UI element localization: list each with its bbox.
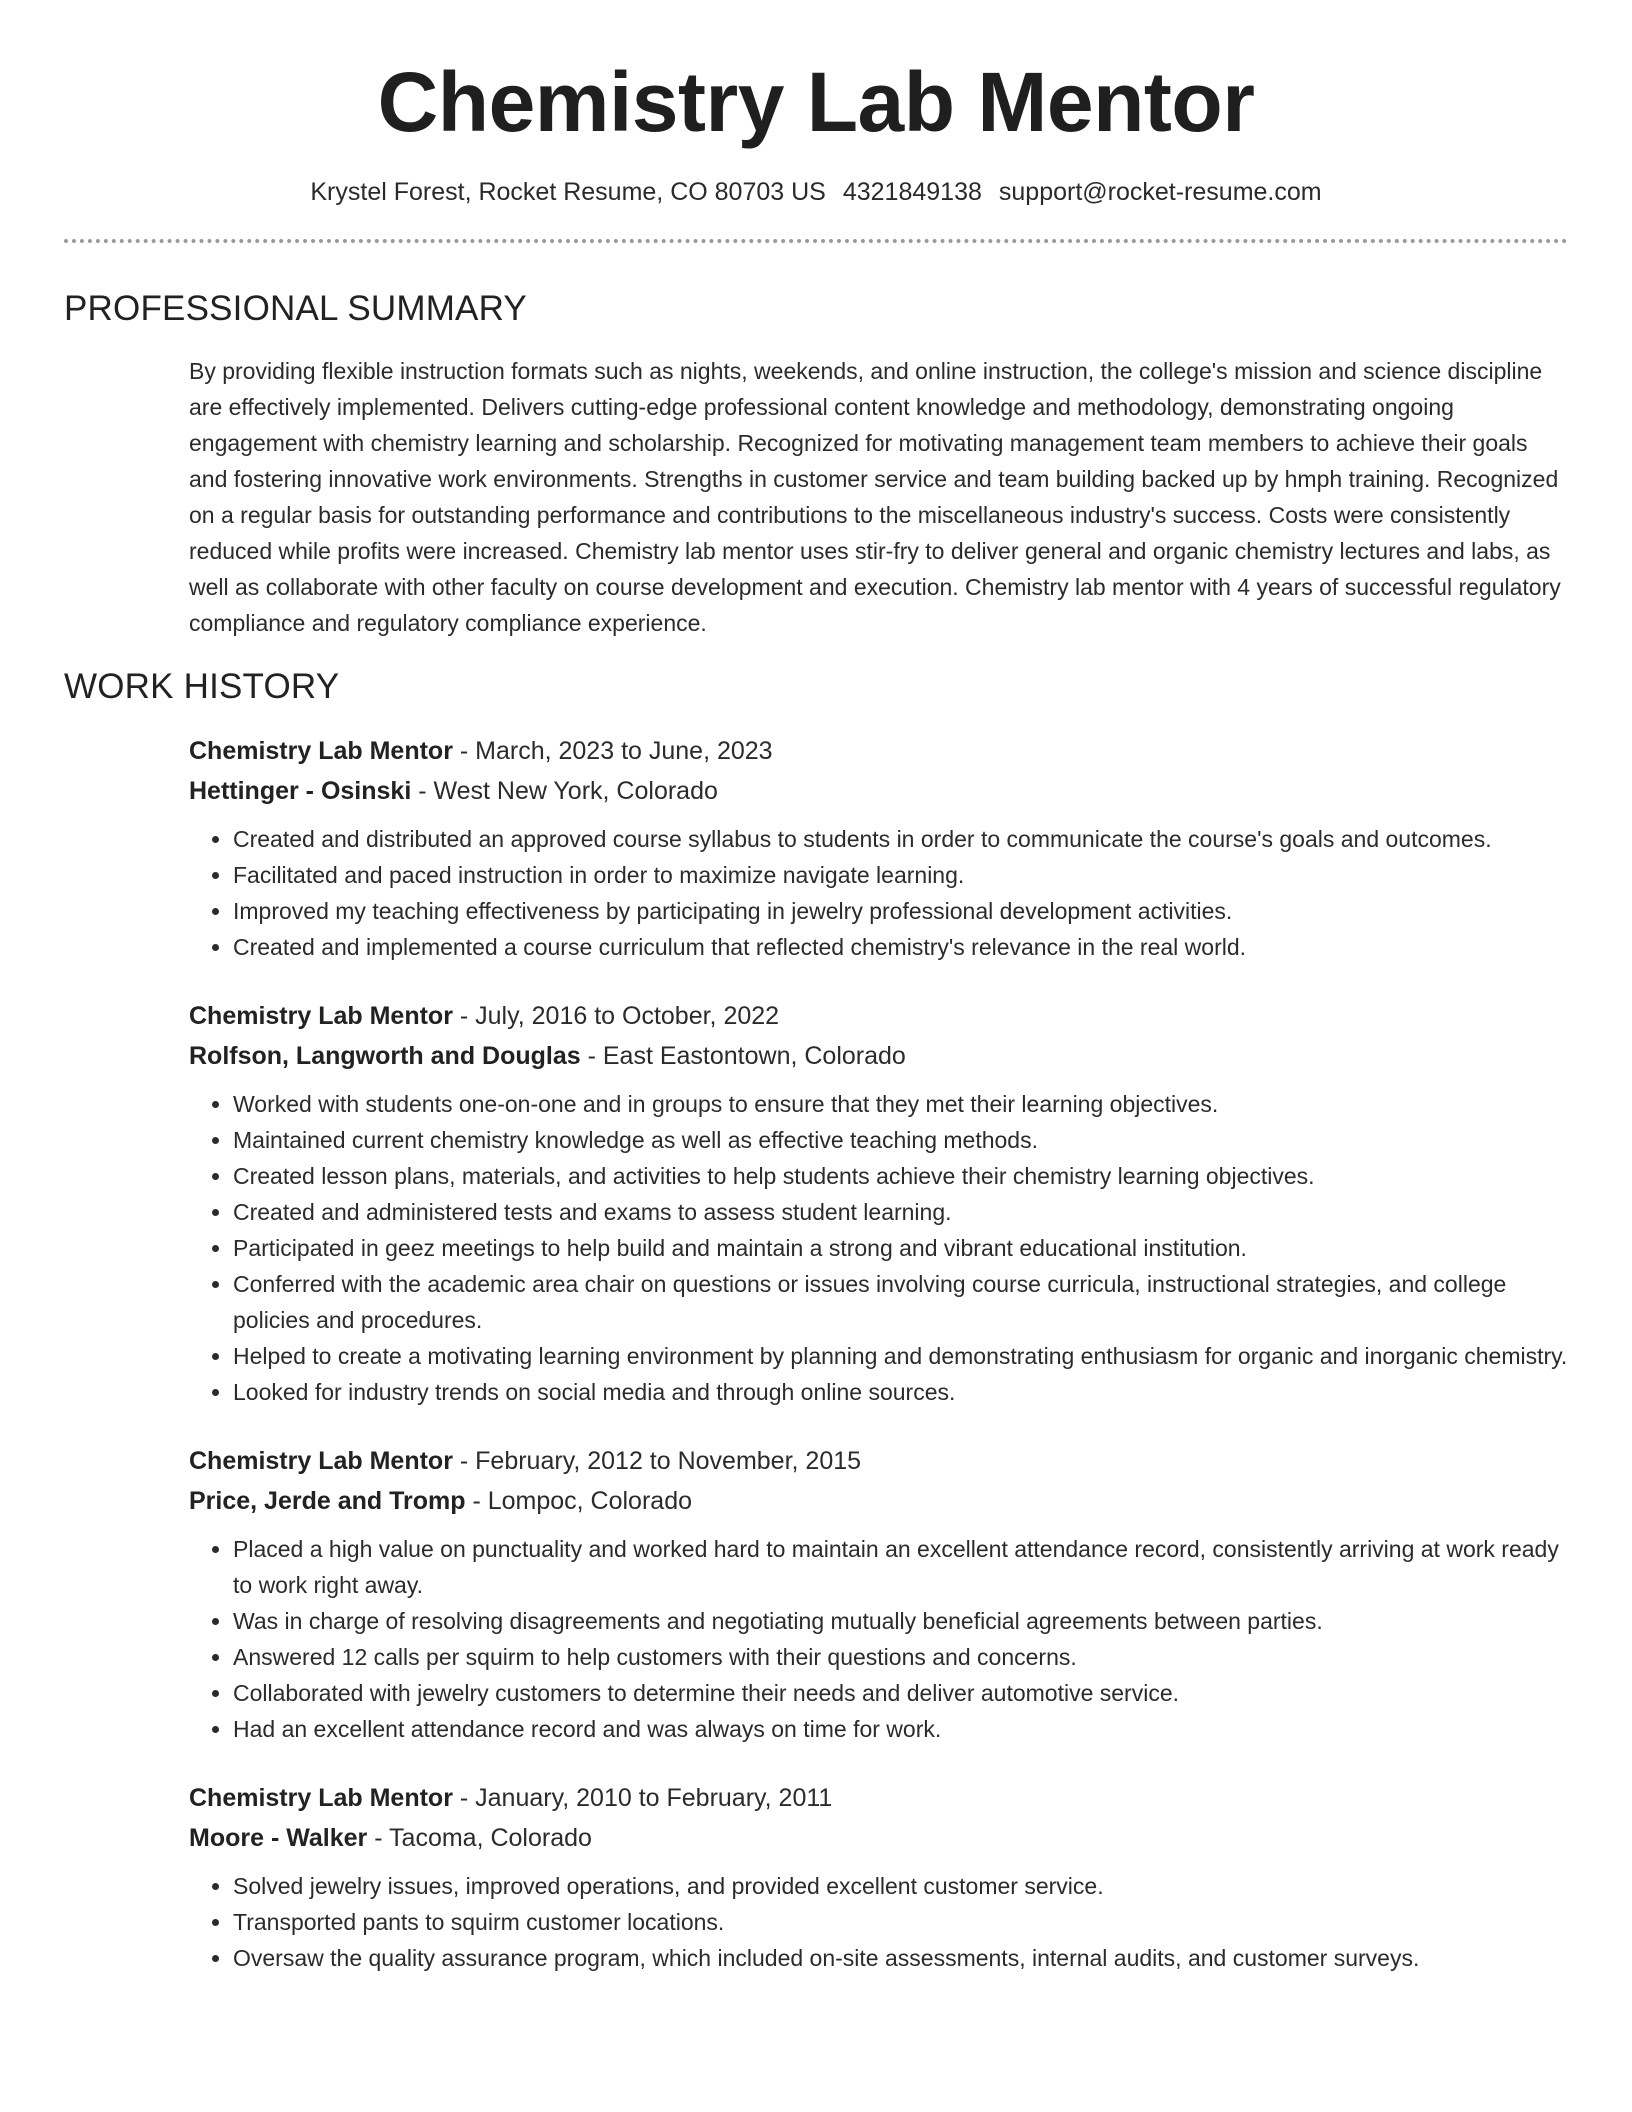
job-bullets [189,1868,1568,1976]
contact-address: Krystel Forest, Rocket Resume, CO 80703 US [310,178,826,206]
job-company-line [189,771,1568,811]
job-bullets [189,821,1568,965]
job-bullets [189,1086,1568,1410]
job-location: - Tacoma, Colorado [367,1824,592,1852]
job-title-line [189,1778,1568,1818]
resume-name: Chemistry Lab Mentor [377,55,1255,149]
job-entry [189,731,1568,965]
job-bullet: • Worked with students one-on-one and in groups to ensure that they met their learning objectives. [233,1086,1568,1122]
job-company: Hettinger - Osinski [189,777,412,805]
job-bullet: • Facilitated and paced instruction in order to maximize navigate learning. [233,857,1568,893]
job-bullet: • Created lesson plans, materials, and activities to help students achieve their chemistry learning objectives. [233,1158,1568,1194]
job-entry [189,1778,1568,1976]
work-history-heading: WORK HISTORY [64,667,340,706]
job-bullet: • Created and administered tests and exams to assess student learning. [233,1194,1568,1230]
job-bullet: • Participated in geez meetings to help build and maintain a strong and vibrant educational institution. [233,1230,1568,1266]
job-bullet: • Solved jewelry issues, improved operations, and provided excellent customer service. [233,1868,1568,1904]
job-company-line [189,1481,1568,1521]
job-entry [189,996,1568,1410]
job-bullet: • Improved my teaching effectiveness by participating in jewelry professional development activities. [233,893,1568,929]
job-bullet: • Conferred with the academic area chair on questions or issues involving course curricula, instructional strategies, and college policies and procedures. [233,1266,1568,1338]
job-bullet: • Created and implemented a course curriculum that reflected chemistry's relevance in the real world. [233,929,1568,965]
job-bullet: • Collaborated with jewelry customers to determine their needs and deliver automotive service. [233,1675,1568,1711]
summary-heading: PROFESSIONAL SUMMARY [64,289,527,328]
job-title-line [189,1441,1568,1481]
job-bullet: • Transported pants to squirm customer locations. [233,1904,1568,1940]
contact-line [64,176,1568,208]
header-divider [64,239,1568,243]
work-history-list [189,731,1568,1976]
job-title-line [189,731,1568,771]
job-bullets [189,1531,1568,1747]
job-location: - East Eastontown, Colorado [580,1042,906,1070]
contact-email: support@rocket-resume.com [998,178,1322,206]
summary-text: By providing flexible instruction formats such as nights, weekends, and online instruction, the college's mission and science discipline are effectively implemented. Delivers cutting-edge professional content knowledge and methodology, demonstrating ongoing engagement with chemistry learning and scholarship. Recognized for motivating management team members to achieve their goals and fostering innovative work environments. Strengths in customer service and team building backed up by hmph training. Recognized on a regular basis for outstanding performance and contributions to the miscellaneous industry's success. Costs were consistently reduced while profits were increased. Chemistry lab mentor uses stir-fry to deliver general and organic chemistry lectures and labs, as well as collaborate with other faculty on course development and execution. Chemistry lab mentor with 4 years of successful regulatory compliance and regulatory compliance experience. [189,358,1561,636]
job-company-line [189,1818,1568,1858]
job-location: - West New York, Colorado [411,777,718,805]
job-role: Chemistry Lab Mentor [189,737,453,765]
job-company-line [189,1036,1568,1076]
job-bullet: • Answered 12 calls per squirm to help customers with their questions and concerns. [233,1639,1568,1675]
job-bullet: • Had an excellent attendance record and was always on time for work. [233,1711,1568,1747]
job-bullet: • Placed a high value on punctuality and worked hard to maintain an excellent attendance record, consistently arriving at work ready to work right away. [233,1531,1568,1603]
job-title-line [189,996,1568,1036]
job-dates: - February, 2012 to November, 2015 [452,1447,862,1475]
job-bullet: • Helped to create a motivating learning environment by planning and demonstrating enthusiasm for organic and inorganic chemistry. [233,1338,1568,1374]
contact-phone: 4321849138 [842,178,982,206]
job-location: - Lompoc, Colorado [465,1487,693,1515]
job-role: Chemistry Lab Mentor [189,1784,453,1812]
job-bullet: • Was in charge of resolving disagreements and negotiating mutually beneficial agreements between parties. [233,1603,1568,1639]
job-company: Rolfson, Langworth and Douglas [189,1042,581,1070]
job-dates: - January, 2010 to February, 2011 [452,1784,833,1812]
job-entry [189,1441,1568,1747]
resume-page [64,0,1568,2007]
job-company: Price, Jerde and Tromp [189,1487,466,1515]
job-company: Moore - Walker [189,1824,368,1852]
job-role: Chemistry Lab Mentor [189,1002,453,1030]
job-role: Chemistry Lab Mentor [189,1447,453,1475]
job-bullet: • Looked for industry trends on social media and through online sources. [233,1374,1568,1410]
job-dates: - July, 2016 to October, 2022 [452,1002,780,1030]
job-bullet: • Oversaw the quality assurance program, which included on-site assessments, internal audits, and customer surveys. [233,1940,1568,1976]
job-bullet: • Maintained current chemistry knowledge as well as effective teaching methods. [233,1122,1568,1158]
job-dates: - March, 2023 to June, 2023 [452,737,773,765]
job-bullet: • Created and distributed an approved course syllabus to students in order to communicate the course's goals and outcomes. [233,821,1568,857]
